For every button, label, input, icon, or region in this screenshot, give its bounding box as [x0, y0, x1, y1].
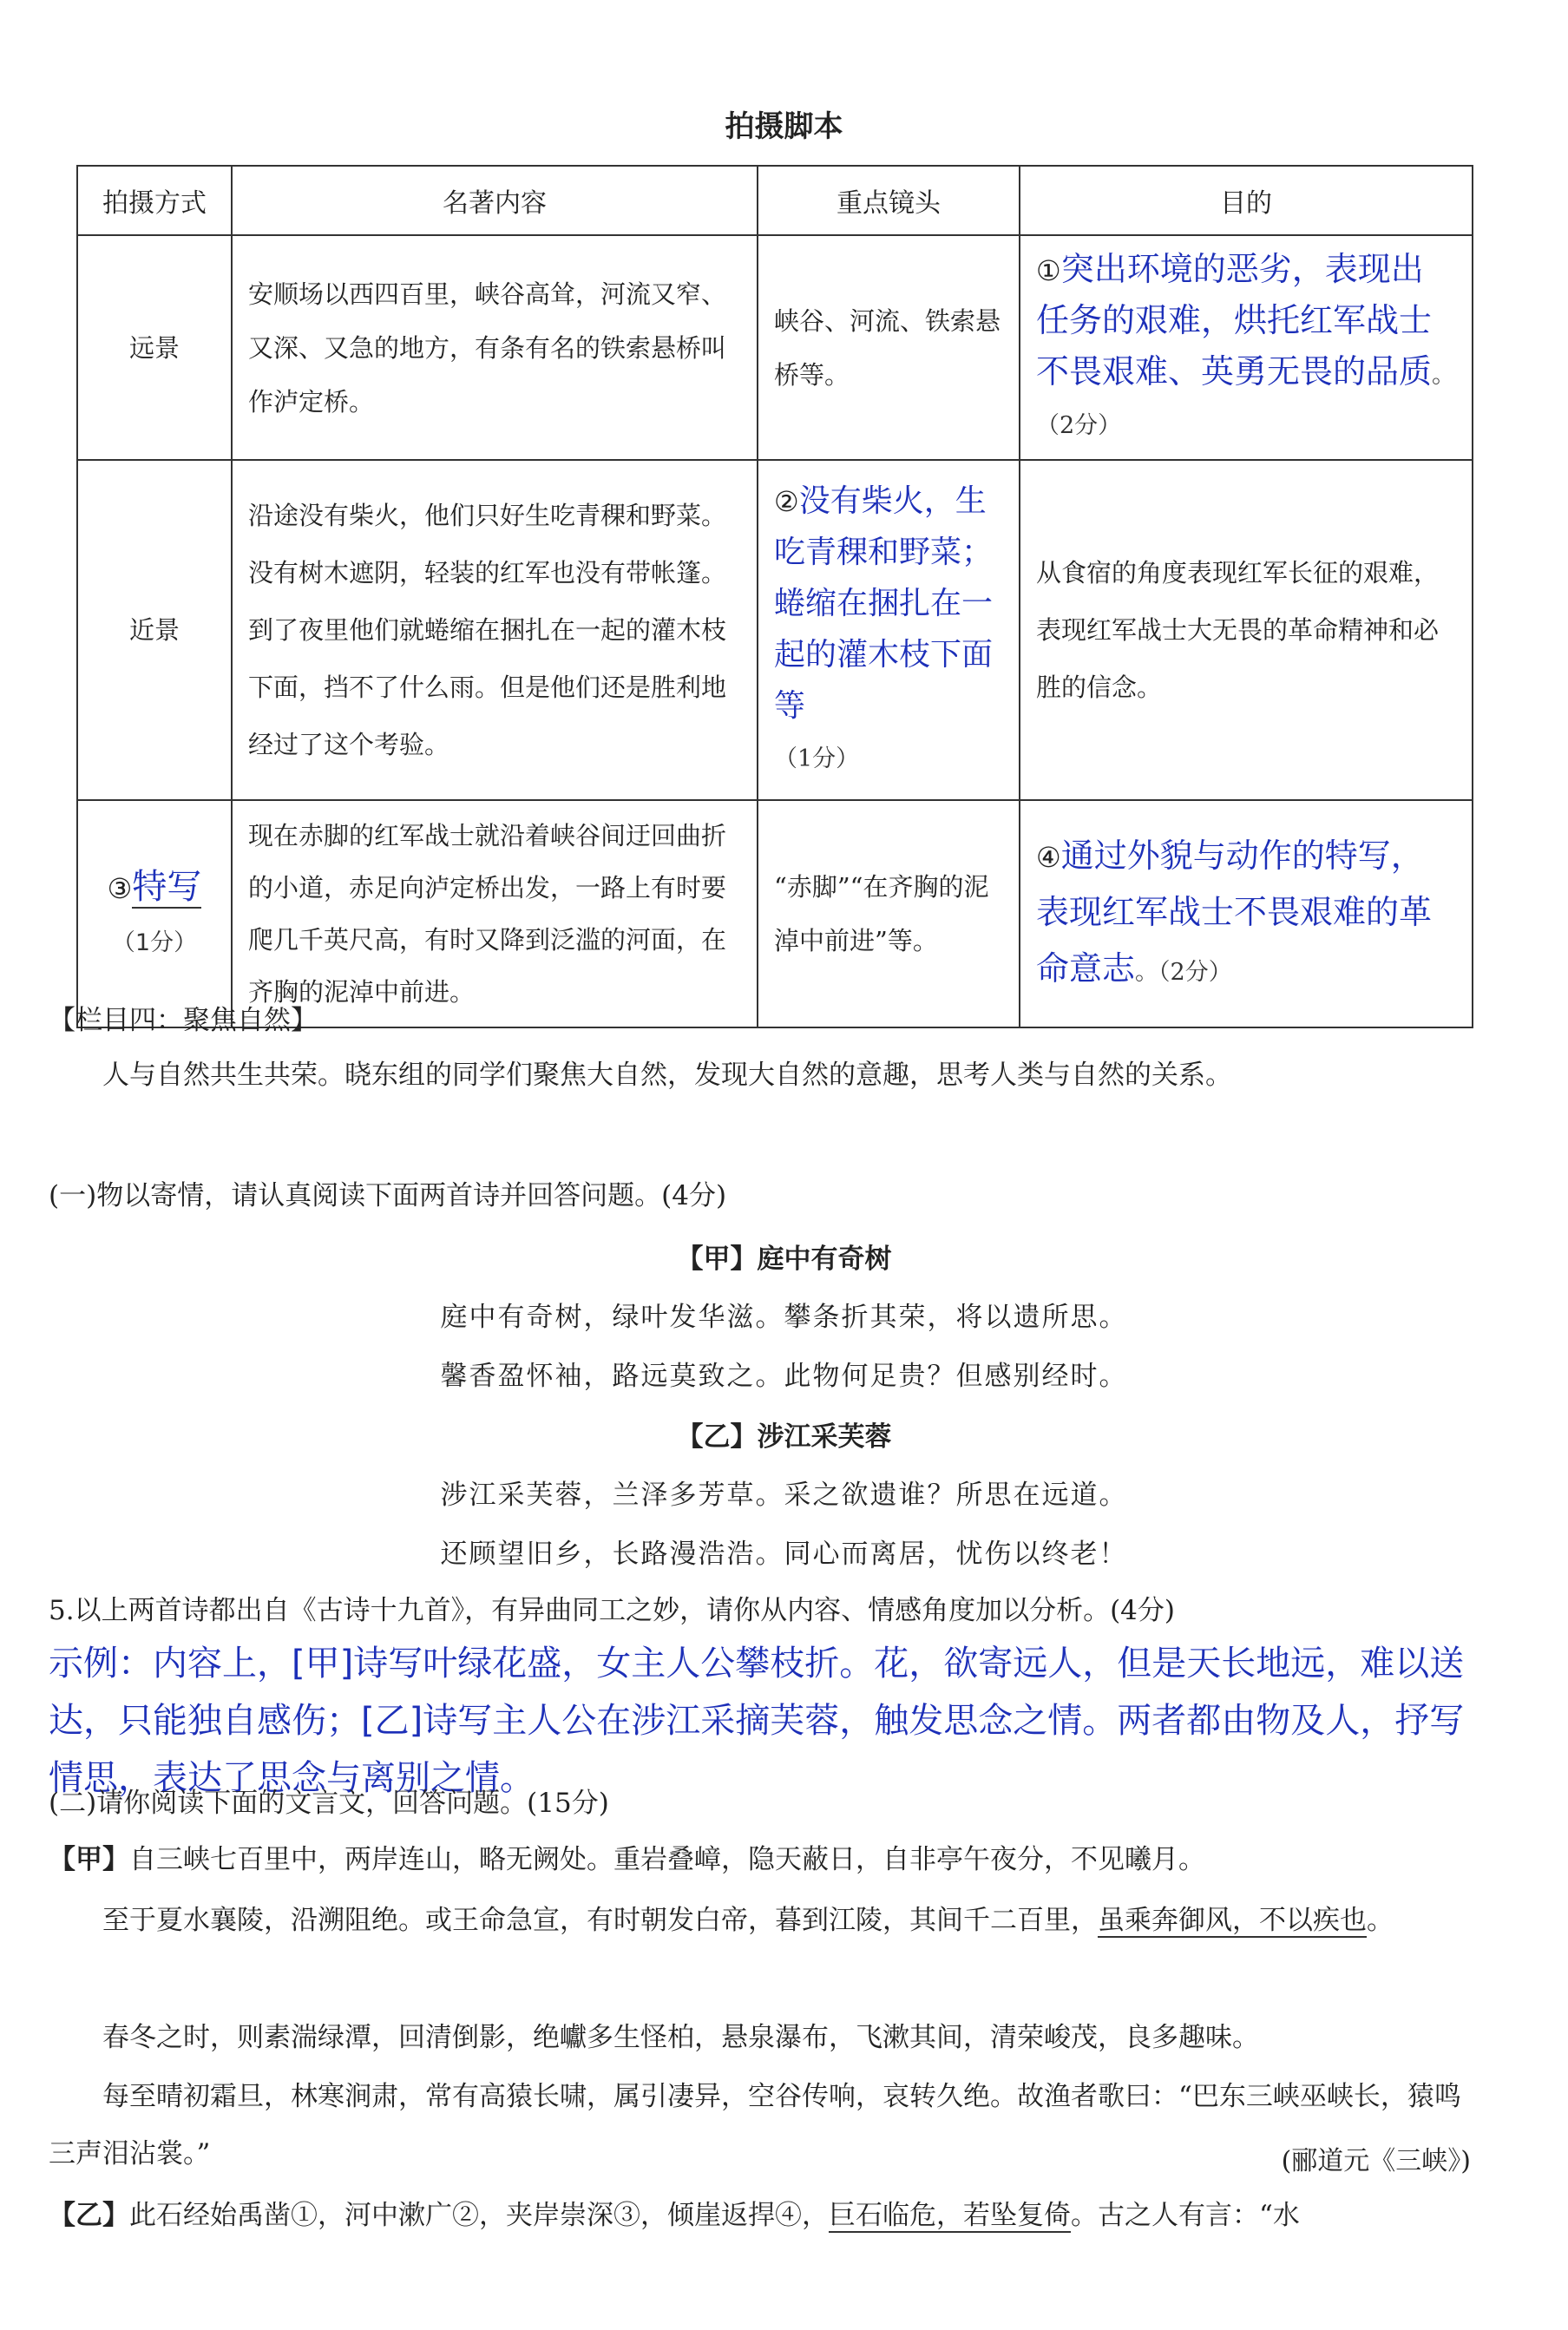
section-heading: 【栏目四：聚焦自然】: [49, 1005, 318, 1036]
section-intro: 人与自然共生共荣。晓东组的同学们聚焦大自然，发现大自然的意趣，思考人类与自然的关系。: [102, 1060, 1232, 1091]
content-cell: 现在赤脚的红军战士就沿着峡谷间迂回曲折的小道，赤足向泸定桥出发，一路上有时要爬几千英尺高，有时又降到泛滥的河面，在齐胸的泥淖中前进。: [232, 800, 758, 1027]
poem-2-line: 还顾望旧乡，长路漫浩浩。同心而离居，忧伤以终老！: [440, 1539, 1128, 1570]
table-row: [77, 235, 1473, 460]
passage-yi: [49, 2187, 1472, 2244]
handwritten-answer: 特写: [132, 866, 202, 907]
poem-2-line: 涉江采芙蓉，兰泽多芳草。采之欲遗谁？所思在远道。: [440, 1480, 1128, 1511]
lens-cell: 峡谷、河流、铁索悬桥等。: [758, 235, 1020, 460]
content-cell: 沿途没有柴火，他们只好生吃青稞和野菜。没有树木遮阴，轻装的红军也没有带帐篷。到了夜里他们就蜷缩在捆扎在一起的灌木枝下面，挡不了什么雨。但是他们还是胜利地经过了这个考验。: [232, 460, 758, 800]
method-cell: [77, 800, 232, 1027]
header-lens: 重点镜头: [758, 166, 1020, 235]
table-row: [77, 460, 1473, 800]
purpose-cell: [1020, 235, 1473, 460]
table-header-row: [77, 166, 1473, 235]
lens-cell: “赤脚”“在齐胸的泥淖中前进”等。: [758, 800, 1020, 1027]
method-cell: 远景: [77, 235, 232, 460]
header-purpose: 目的: [1020, 166, 1473, 235]
question-part-1: (一)物以寄情，请认真阅读下面两首诗并回答问题。(4分): [49, 1180, 727, 1211]
passage-source: (郦道元《三峡》): [1281, 2146, 1471, 2176]
question-5: 5.以上两首诗都出自《古诗十九首》，有异曲同工之妙，请你从内容、情感角度加以分析。(4分): [49, 1595, 1175, 1626]
method-cell: 近景: [77, 460, 232, 800]
answer-mark: ③: [107, 871, 133, 905]
content-cell: 安顺场以西四百里，峡谷高耸，河流又窄、又深、又急的地方，有条有名的铁索悬桥叫作泸定桥。: [232, 235, 758, 460]
passage-text: 至于夏水襄陵，沿溯阻绝。或王命急宣，有时朝发白帝，暮到江陵，其间千二百里，: [102, 1905, 1098, 1936]
passage-jia-p1: [49, 1831, 1472, 1888]
poem-1-line: 庭中有奇树，绿叶发华滋。攀条折其荣，将以遗所思。: [440, 1302, 1128, 1333]
purpose-cell: [1020, 800, 1473, 1027]
passage-text: 。: [1367, 1905, 1394, 1936]
passage-jia-p2: [49, 1892, 1472, 1949]
lens-cell: [758, 460, 1020, 800]
answer-mark: ①: [1036, 254, 1061, 287]
passage-label: 【乙】: [49, 2200, 129, 2231]
poem-2-title: 【乙】涉江采芙蓉: [676, 1421, 892, 1453]
poem-1-title: 【甲】庭中有奇树: [676, 1244, 892, 1275]
passage-jia-p3: 春冬之时，则素湍绿潭，回清倒影，绝巘多生怪柏，悬泉瀑布，飞漱其间，清荣峻茂，良多趣味。: [102, 2022, 1259, 2053]
underlined-sentence: 巨石临危，若坠复倚: [829, 2200, 1071, 2231]
header-method: 拍摄方式: [77, 166, 232, 235]
passage-text: 自三峡七百里中，两岸连山，略无阙处。重岩叠嶂，隐天蔽日，自非亭午夜分，不见曦月。: [129, 1844, 1205, 1875]
table-title: 拍摄脚本: [725, 109, 843, 144]
score-note: （1分）: [774, 745, 860, 772]
underlined-sentence: 虽乘奔御风，不以疾也: [1098, 1905, 1367, 1936]
passage-text: 此石经始禹凿①，河中漱广②，夹岸崇深③，倾崖返捍④，: [129, 2200, 829, 2231]
score-note: （1分）: [111, 929, 198, 956]
passage-label: 【甲】: [49, 1844, 129, 1875]
handwritten-answer-5: 示例：内容上，[甲]诗写叶绿花盛，女主人公攀枝折。花，欲寄远人，但是天长地远，难以送达，只能独自感伤；[乙]诗写主人公在涉江采摘芙蓉，触发思念之情。两者都由物及人，抒写情思，表达了思念与离别之情。: [49, 1644, 1465, 1798]
passage-jia-p4: 每至晴初霜旦，林寒涧肃，常有高猿长啸，属引凄异，空谷传响，哀转久绝。故渔者歌曰：“巴东三峡巫峡长，猿鸣三声泪沾裳。”: [49, 2081, 1461, 2169]
answer-mark: ②: [774, 484, 799, 518]
score-note: 。（2分）: [1135, 958, 1232, 986]
passage-text: 。古之人有言：“水: [1071, 2200, 1300, 2231]
handwritten-answer: 通过外貌与动作的特写，表现红军战士不畏艰难的革命意志: [1036, 836, 1433, 988]
handwritten-answer: 突出环境的恶劣，表现出任务的艰难，烘托红军战士不畏艰难、英勇无畏的品质: [1036, 250, 1433, 391]
shooting-script-table: [76, 165, 1473, 1028]
purpose-cell: 从食宿的角度表现红军长征的艰难，表现红军战士大无畏的革命精神和必胜的信念。: [1020, 460, 1473, 800]
handwritten-answer: 没有柴火，生吃青稞和野菜；蜷缩在捆扎在一起的灌木枝下面等: [774, 482, 994, 724]
poem-1-line: 馨香盈怀袖，路远莫致之。此物何足贵？但感别经时。: [440, 1361, 1128, 1392]
question-part-2: (二)请你阅读下面的文言文，回答问题。(15分): [49, 1788, 609, 1819]
header-content: 名著内容: [232, 166, 758, 235]
answer-mark: ④: [1036, 840, 1061, 874]
score-note: 。（2分）: [1036, 362, 1456, 439]
table-row: [77, 800, 1473, 1027]
